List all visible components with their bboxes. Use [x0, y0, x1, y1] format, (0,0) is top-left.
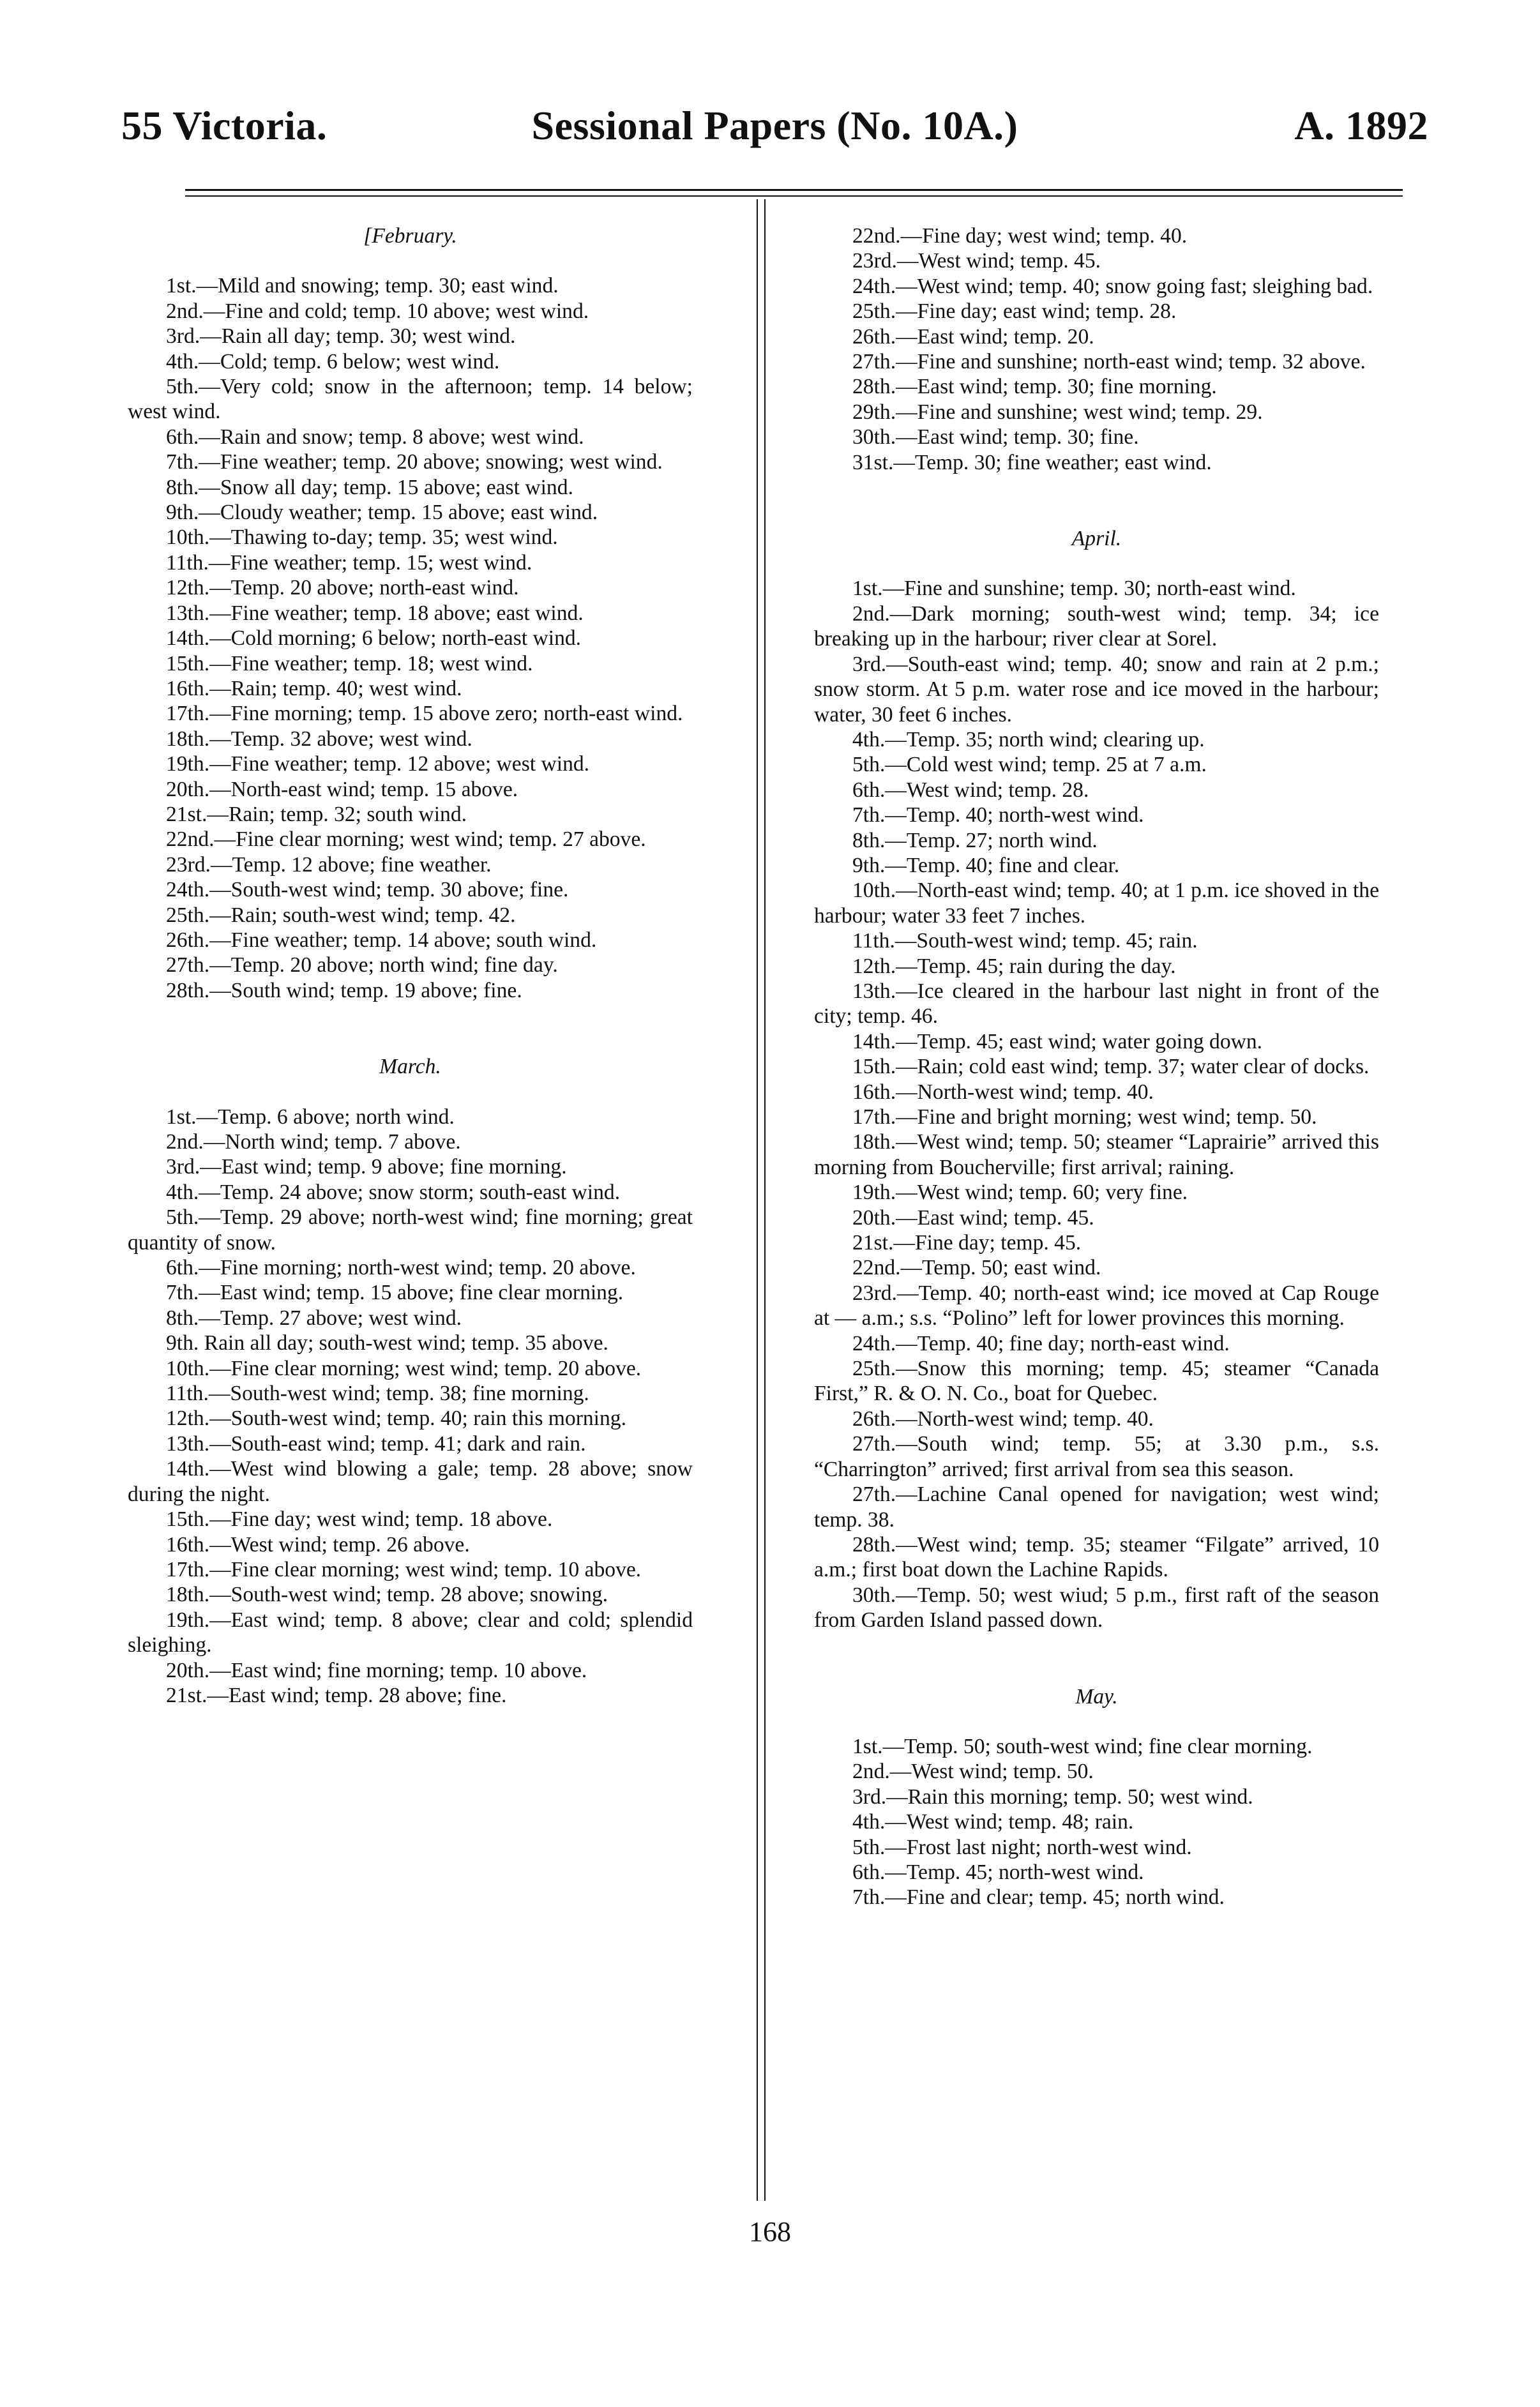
diary-entry: 15th.—Fine day; west wind; temp. 18 above.: [166, 1507, 553, 1532]
diary-entry: 6th.—Temp. 45; north-west wind.: [852, 1860, 1144, 1884]
diary-entry: 14th.—Cold morning; 6 below; north-east wind.: [166, 626, 582, 651]
diary-entry: 3rd.—Rain this morning; temp. 50; west wind.: [852, 1784, 1253, 1809]
diary-entry: 7th.—Fine weather; temp. 20 above; snowing; west wind.: [166, 450, 663, 474]
diary-entry: 7th.—Temp. 40; north-west wind.: [852, 803, 1144, 827]
diary-entry: 6th.—Fine morning; north-west wind; temp. 20 above.: [166, 1256, 636, 1280]
diary-entry: 27th.—Temp. 20 above; north wind; fine day.: [166, 953, 558, 977]
diary-entry: 7th.—East wind; temp. 15 above; fine clear morning.: [166, 1281, 624, 1305]
diary-entry: 22nd.—Temp. 50; east wind.: [852, 1256, 1101, 1280]
diary-entry: 1st.—Temp. 50; south-west wind; fine clear morning.: [852, 1734, 1313, 1758]
diary-entry: 1st.—Fine and sunshine; temp. 30; north-east wind.: [852, 577, 1296, 601]
left-column: [128, 223, 693, 1708]
diary-entry: 30th.—East wind; temp. 30; fine.: [852, 425, 1139, 449]
diary-entry: 20th.—East wind; temp. 45.: [852, 1205, 1094, 1230]
diary-entry: 10th.—Fine clear morning; west wind; temp. 20 above.: [166, 1356, 642, 1380]
diary-entry: 24th.—West wind; temp. 40; snow going fast; sleighing bad.: [852, 274, 1373, 298]
diary-entry: 16th.—Rain; temp. 40; west wind.: [166, 676, 462, 700]
page-header: [121, 102, 1428, 160]
diary-entry: 23rd.—Temp. 12 above; fine weather.: [166, 852, 492, 877]
diary-entry: 17th.—Fine clear morning; west wind; temp. 10 above.: [166, 1557, 642, 1581]
header-rule-top: [185, 189, 1403, 191]
diary-entry: 11th.—South-west wind; temp. 38; fine morning.: [166, 1382, 589, 1406]
diary-entry: 5th.—Frost last night; north-west wind.: [852, 1835, 1192, 1859]
diary-entry: 20th.—East wind; fine morning; temp. 10 above.: [166, 1658, 587, 1682]
diary-entry: 27th.—Fine and sunshine; north-east wind; temp. 32 above.: [852, 350, 1366, 374]
march-entries: [128, 1105, 693, 1709]
diary-entry: 4th.—Temp. 35; north wind; clearing up.: [852, 727, 1205, 751]
diary-entry: 19th.—Fine weather; temp. 12 above; west wind.: [166, 752, 590, 776]
column-divider: [757, 199, 766, 2201]
diary-entry: 28th.—East wind; temp. 30; fine morning.: [852, 375, 1217, 399]
diary-entry: 26th.—North-west wind; temp. 40.: [852, 1407, 1154, 1431]
diary-entry: 25th.—Fine day; east wind; temp. 28.: [852, 299, 1177, 324]
diary-entry: 30th.—Temp. 50; west wiud; 5 p.m., first raft of the season from Garden Island passed down.: [814, 1583, 1379, 1633]
diary-entry: 10th.—Thawing to-day; temp. 35; west wind.: [166, 525, 558, 550]
diary-entry: 5th.—Very cold; snow in the afternoon; temp. 14 below; west wind.: [128, 375, 693, 424]
may-entries: [814, 1734, 1379, 1910]
diary-entry: 21st.—East wind; temp. 28 above; fine.: [166, 1683, 507, 1707]
diary-entry: 4th.—Cold; temp. 6 below; west wind.: [166, 349, 500, 374]
diary-entry: 18th.—South-west wind; temp. 28 above; snowing.: [166, 1583, 608, 1607]
right-column: [814, 223, 1379, 1910]
february-entries: [128, 273, 693, 1003]
diary-entry: 12th.—Temp. 45; rain during the day.: [852, 954, 1176, 978]
diary-entry: 23rd.—Temp. 40; north-east wind; ice moved at Cap Rouge at — a.m.; s.s. “Polino” left for lower provinces this morning.: [814, 1281, 1379, 1331]
diary-entry: 2nd.—North wind; temp. 7 above.: [166, 1130, 461, 1154]
diary-entry: 3rd.—South-east wind; temp. 40; snow and rain at 2 p.m.; snow storm. At 5 p.m. water rose and ice moved in the harbour; water, 30 feet 6 inches.: [814, 652, 1379, 727]
diary-entry: 13th.—Fine weather; temp. 18 above; east wind.: [166, 601, 584, 625]
month-heading-march: March.: [379, 1055, 441, 1079]
page-number: 168: [749, 2216, 791, 2247]
diary-entry: 14th.—West wind blowing a gale; temp. 28 above; snow during the night.: [128, 1457, 693, 1506]
diary-entry: 25th.—Rain; south-west wind; temp. 42.: [166, 903, 516, 927]
diary-entry: 17th.—Fine and bright morning; west wind; temp. 50.: [852, 1105, 1317, 1129]
diary-entry: 15th.—Fine weather; temp. 18; west wind.: [166, 651, 533, 675]
diary-entry: 28th.—South wind; temp. 19 above; fine.: [166, 978, 522, 1002]
diary-entry: 11th.—Fine weather; temp. 15; west wind.: [166, 550, 532, 575]
diary-entry: 9th.—Cloudy weather; temp. 15 above; east wind.: [166, 501, 598, 525]
diary-entry: 3rd.—Rain all day; temp. 30; west wind.: [166, 324, 516, 349]
diary-entry: 8th.—Snow all day; temp. 15 above; east wind.: [166, 475, 573, 499]
diary-entry: 22nd.—Fine clear morning; west wind; temp. 27 above.: [166, 827, 646, 852]
diary-entry: 5th.—Cold west wind; temp. 25 at 7 a.m.: [852, 753, 1207, 777]
header-title: Sessional Papers (No. 10A.): [531, 103, 1018, 148]
diary-entry: 20th.—North-east wind; temp. 15 above.: [166, 777, 518, 801]
diary-entry: 26th.—Fine weather; temp. 14 above; south wind.: [166, 928, 597, 952]
april-entries: [814, 576, 1379, 1633]
diary-entry: 4th.—Temp. 24 above; snow storm; south-east wind.: [166, 1180, 621, 1204]
diary-entry: 10th.—North-east wind; temp. 40; at 1 p.m. ice shoved in the harbour; water 33 feet 7 inches.: [814, 879, 1379, 928]
diary-entry: 2nd.—Dark morning; south-west wind; temp. 34; ice breaking up in the harbour; river clear at Sorel.: [814, 601, 1379, 651]
diary-entry: 5th.—Temp. 29 above; north-west wind; fine morning; great quantity of snow.: [128, 1205, 693, 1255]
diary-entry: 19th.—West wind; temp. 60; very fine.: [852, 1181, 1188, 1205]
march-continued-entries: [814, 223, 1379, 475]
diary-entry: 8th.—Temp. 27 above; west wind.: [166, 1306, 462, 1330]
diary-entry: 1st.—Temp. 6 above; north wind.: [166, 1105, 455, 1129]
diary-entry: 21st.—Fine day; temp. 45.: [852, 1231, 1082, 1255]
diary-entry: 27th.—Lachine Canal opened for navigation; west wind; temp. 38.: [814, 1483, 1379, 1532]
diary-entry: 14th.—Temp. 45; east wind; water going down.: [852, 1029, 1263, 1053]
diary-entry: 13th.—Ice cleared in the harbour last night in front of the city; temp. 46.: [814, 979, 1379, 1029]
diary-entry: 19th.—East wind; temp. 8 above; clear and cold; splendid sleighing.: [128, 1608, 693, 1657]
diary-entry: 21st.—Rain; temp. 32; south wind.: [166, 802, 467, 826]
diary-entry: 2nd.—Fine and cold; temp. 10 above; west wind.: [166, 299, 589, 323]
diary-entry: 17th.—Fine morning; temp. 15 above zero; north-east wind.: [166, 702, 683, 726]
diary-entry: 26th.—East wind; temp. 20.: [852, 324, 1094, 349]
diary-entry: 6th.—Rain and snow; temp. 8 above; west wind.: [166, 425, 584, 449]
diary-entry: 16th.—West wind; temp. 26 above.: [166, 1532, 470, 1557]
diary-entry: 18th.—West wind; temp. 50; steamer “Laprairie” arrived this morning from Boucherville; first arrival; raining.: [814, 1130, 1379, 1179]
diary-entry: 23rd.—West wind; temp. 45.: [852, 249, 1101, 273]
diary-entry: 12th.—South-west wind; temp. 40; rain this morning.: [166, 1407, 626, 1431]
diary-entry: 29th.—Fine and sunshine; west wind; temp. 29.: [852, 400, 1263, 424]
diary-entry: 24th.—South-west wind; temp. 30 above; fine.: [166, 878, 569, 902]
diary-entry: 24th.—Temp. 40; fine day; north-east wind.: [852, 1331, 1230, 1355]
diary-entry: 13th.—South-east wind; temp. 41; dark and rain.: [166, 1431, 586, 1456]
month-heading-may: May.: [1075, 1684, 1118, 1709]
diary-entry: 28th.—West wind; temp. 35; steamer “Filgate” arrived, 10 a.m.; first boat down the Lachine Rapids.: [814, 1532, 1379, 1582]
diary-entry: 2nd.—West wind; temp. 50.: [852, 1760, 1094, 1784]
diary-entry: 8th.—Temp. 27; north wind.: [852, 828, 1098, 852]
diary-entry: 4th.—West wind; temp. 48; rain.: [852, 1810, 1134, 1834]
diary-entry: 12th.—Temp. 20 above; north-east wind.: [166, 576, 519, 600]
diary-entry: 7th.—Fine and clear; temp. 45; north wind.: [852, 1885, 1225, 1910]
diary-entry: 31st.—Temp. 30; fine weather; east wind.: [852, 450, 1212, 474]
diary-entry: 18th.—Temp. 32 above; west wind.: [166, 727, 472, 751]
diary-entry: 9th. Rain all day; south-west wind; temp. 35 above.: [166, 1331, 608, 1355]
diary-entry: 27th.—South wind; temp. 55; at 3.30 p.m., s.s. “Charrington” arrived; first arrival from sea this season.: [814, 1432, 1379, 1481]
month-heading-april: April.: [1071, 527, 1122, 551]
diary-entry: 25th.—Snow this morning; temp. 45; steamer “Canada First,” R. & O. N. Co., boat for Quebec.: [814, 1357, 1379, 1406]
header-rule-bottom: [185, 195, 1403, 197]
header-year: A. 1892: [1294, 103, 1428, 148]
diary-entry: 1st.—Mild and snowing; temp. 30; east wind.: [166, 274, 559, 298]
diary-entry: 9th.—Temp. 40; fine and clear.: [852, 853, 1120, 877]
diary-entry: 11th.—South-west wind; temp. 45; rain.: [852, 929, 1198, 953]
header-volume: 55 Victoria.: [121, 103, 328, 148]
diary-entry: 16th.—North-west wind; temp. 40.: [852, 1080, 1154, 1104]
diary-entry: 22nd.—Fine day; west wind; temp. 40.: [852, 224, 1188, 248]
month-heading-february: [February.: [363, 224, 457, 248]
diary-entry: 6th.—West wind; temp. 28.: [852, 778, 1089, 802]
diary-entry: 15th.—Rain; cold east wind; temp. 37; water clear of docks.: [852, 1055, 1370, 1079]
diary-entry: 3rd.—East wind; temp. 9 above; fine morning.: [166, 1155, 567, 1179]
